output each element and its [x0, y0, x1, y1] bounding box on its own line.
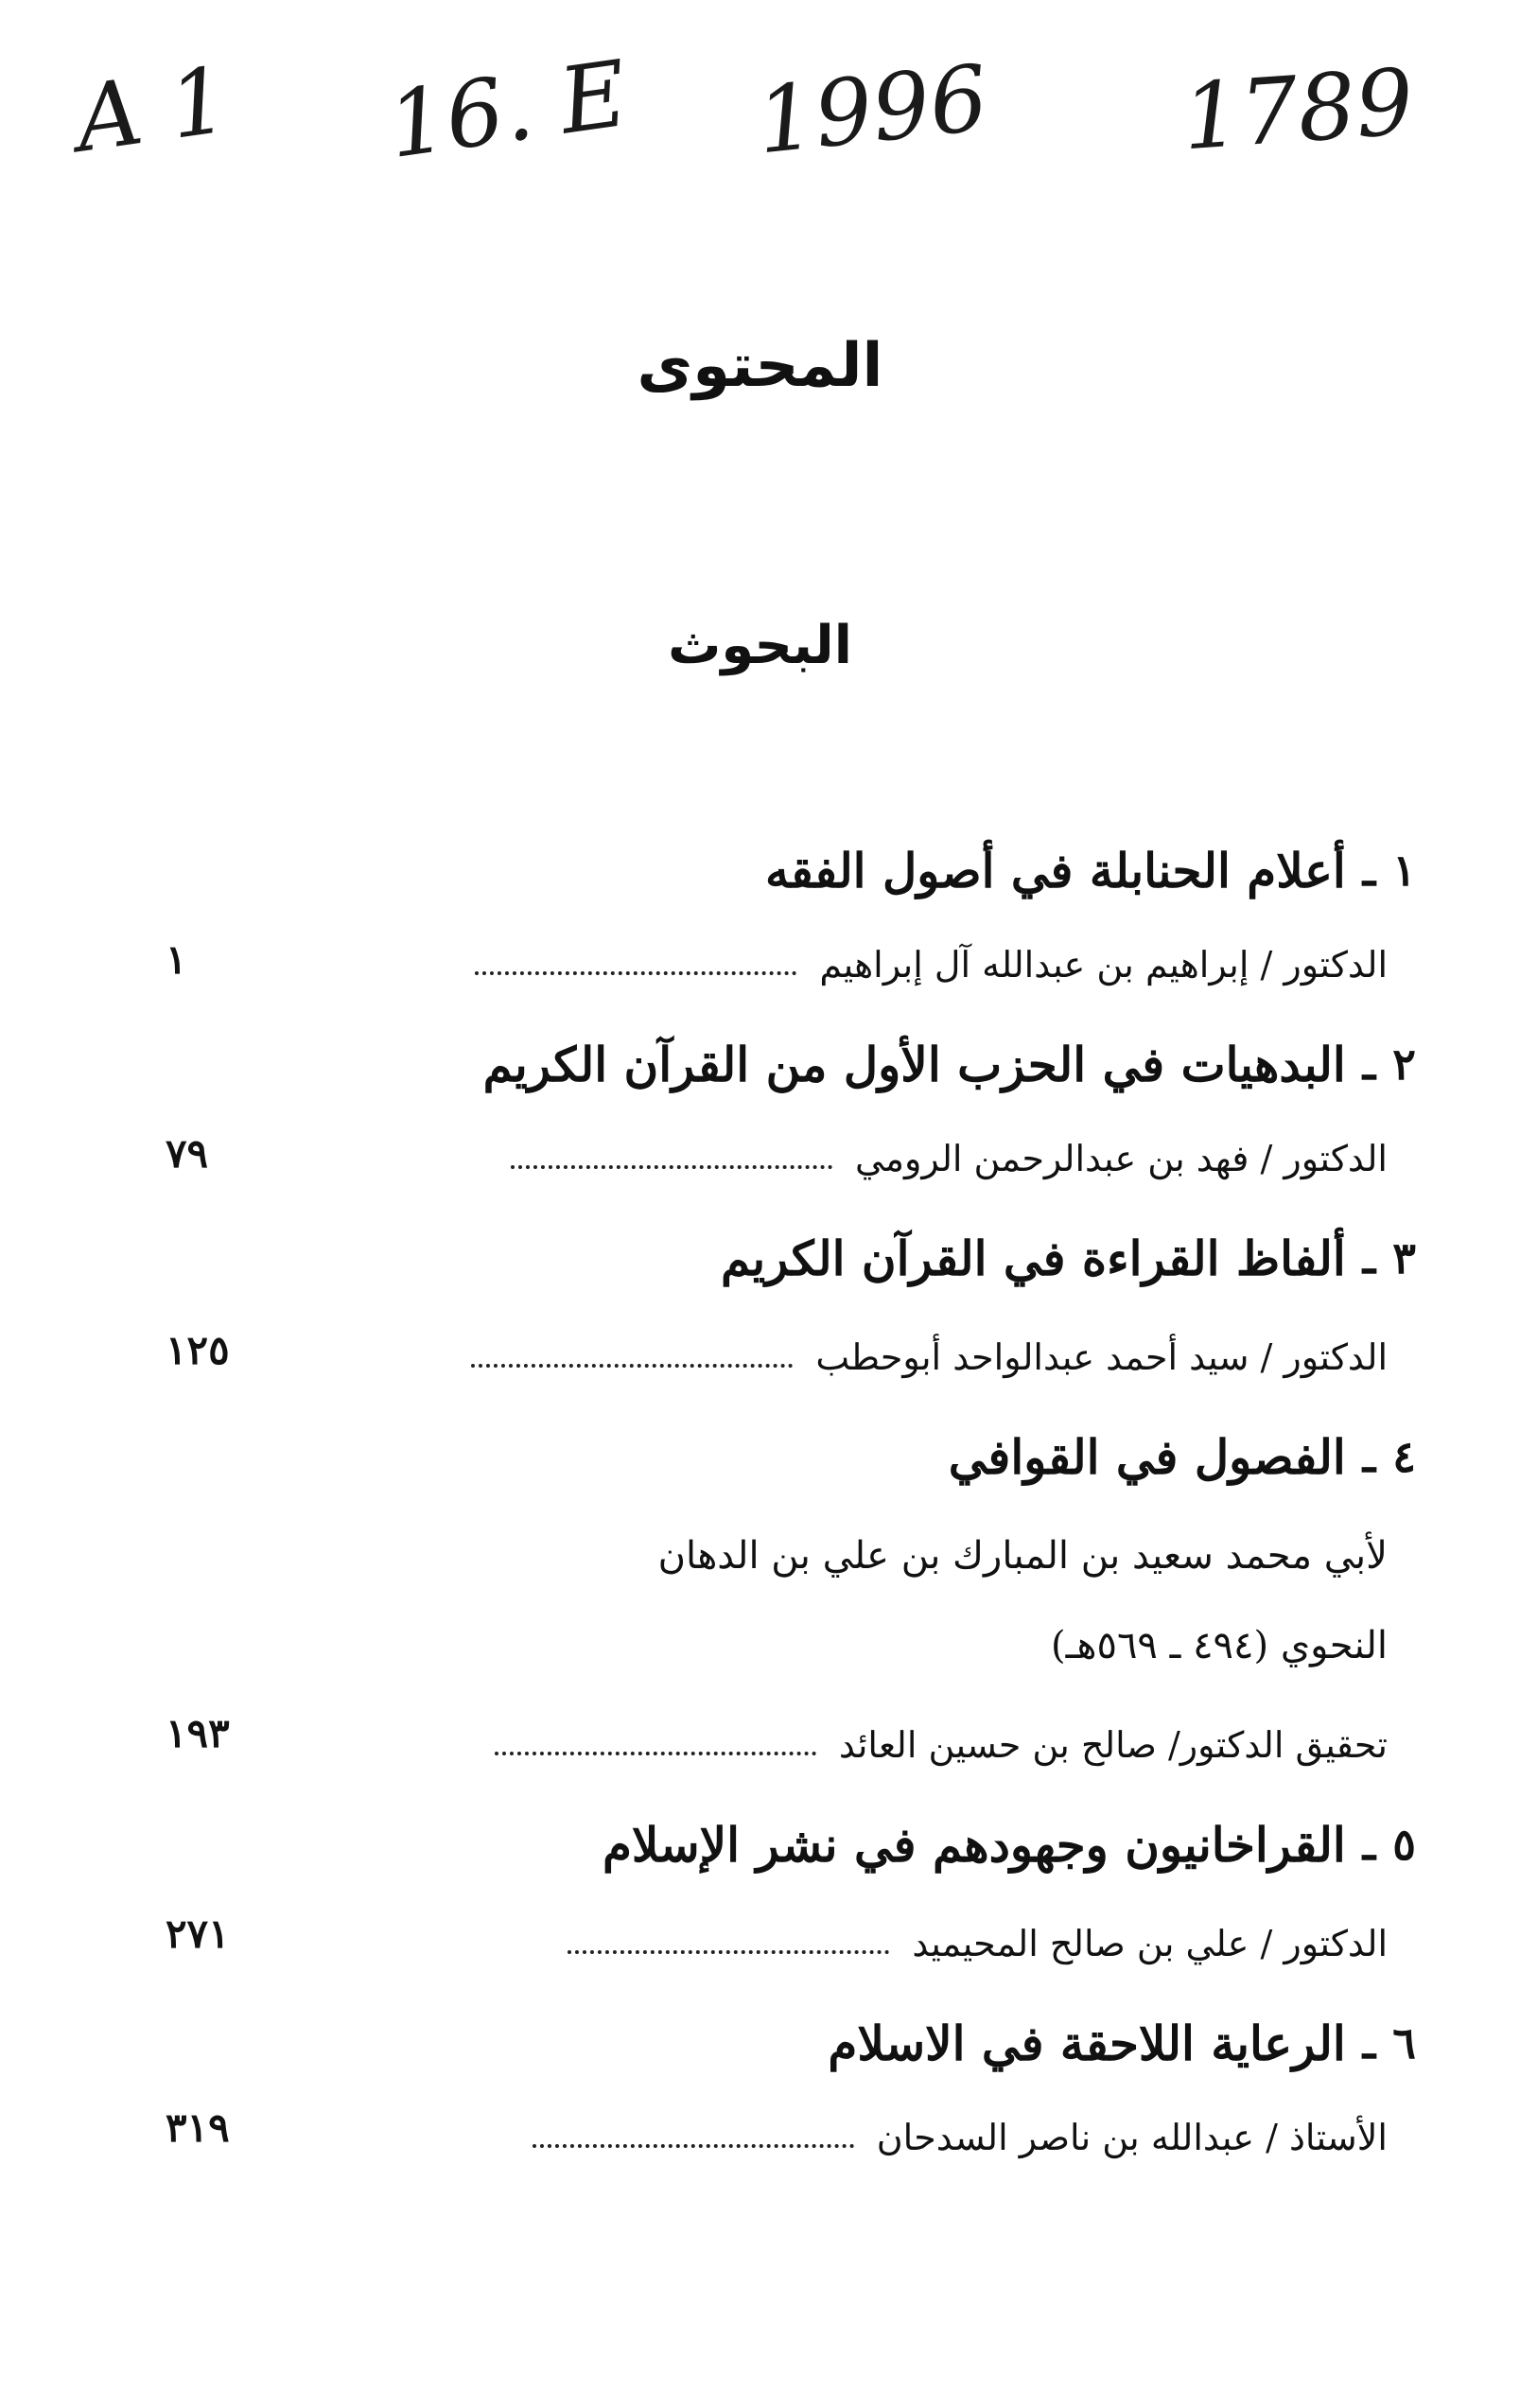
dot-leader — [475, 971, 796, 975]
entry-dash: ـ — [1362, 845, 1376, 896]
entry-author: تحقيق الدكتور/ صالح بن حسين العائد — [838, 1724, 1388, 1766]
entry-author: الدكتور / علي بن صالح المحيميد — [912, 1923, 1388, 1964]
dot-leader — [533, 2144, 854, 2148]
entry-number: ٢ — [1392, 1038, 1416, 1090]
toc-entry-author-row — [167, 2100, 1388, 2175]
toc-entry-title-row — [167, 1806, 1416, 1882]
entry-author: الدكتور / سيد أحمد عبدالواحد أبوحطب — [815, 1336, 1388, 1378]
toc-entry-title-row — [167, 2005, 1416, 2081]
dot-leader — [471, 1364, 793, 1368]
section-heading: البحوث — [668, 615, 852, 676]
handwritten-mark: A 1 — [68, 46, 235, 173]
toc-entry-author-row — [167, 1906, 1388, 1981]
toc-entry-title-row — [167, 1026, 1416, 1102]
handwritten-year: 1996 — [751, 44, 993, 175]
entry-dash: ـ — [1362, 2017, 1376, 2068]
dot-leader — [495, 1752, 816, 1755]
entry-number: ٤ — [1392, 1431, 1416, 1482]
toc-entry-author-row — [167, 1121, 1388, 1196]
entry-author: الأستاذ / عبدالله بن ناصر السدحان — [876, 2117, 1388, 2158]
entry-subtitle-line: لأبي محمد سعيد بن المبارك بن علي بن الدهان — [657, 1534, 1388, 1578]
entry-page-number: ١ — [166, 936, 187, 983]
toc-entry-title-row — [167, 1220, 1416, 1296]
toc-entry-author-row — [167, 1319, 1388, 1395]
entry-title: أعلام الحنابلة في أصول الفقه — [765, 842, 1346, 899]
toc-entry-title-row — [167, 832, 1416, 908]
entry-page-number: ١٢٥ — [166, 1327, 230, 1373]
toc-entry-author-row — [167, 1707, 1388, 1783]
toc-entry-author-row — [167, 927, 1388, 1003]
dot-leader — [511, 1165, 832, 1169]
entry-title: الفصول في القوافي — [948, 1428, 1346, 1485]
entry-author: الدكتور / فهد بن عبدالرحمن الرومي — [854, 1138, 1388, 1179]
handwritten-number: 1789 — [1179, 48, 1417, 171]
entry-number: ٦ — [1392, 2017, 1416, 2068]
entry-title: ألفاظ القراءة في القرآن الكريم — [720, 1230, 1346, 1286]
entry-author: الدكتور / إبراهيم بن عبدالله آل إبراهيم — [819, 944, 1388, 986]
entry-page-number: ٧٩ — [166, 1130, 209, 1177]
entry-title: الرعاية اللاحقة في الاسلام — [828, 2015, 1346, 2071]
entry-title: البدهيات في الحزب الأول من القرآن الكريم — [482, 1036, 1346, 1092]
entry-number: ٣ — [1392, 1232, 1416, 1283]
entry-dash: ـ — [1362, 1232, 1376, 1283]
entry-subtitle-line: النحوي (٤٩٤ ـ ٥٦٩هـ) — [1051, 1624, 1388, 1667]
entry-page-number: ٢٧١ — [166, 1911, 230, 1957]
entry-page-number: ٣١٩ — [166, 2104, 230, 2151]
entry-page-number: ١٩٣ — [166, 1710, 230, 1756]
entry-dash: ـ — [1362, 1038, 1376, 1090]
entry-title: القراخانيون وجهودهم في نشر الإسلام — [602, 1816, 1346, 1873]
entry-dash: ـ — [1362, 1431, 1376, 1482]
entry-dash: ـ — [1362, 1819, 1376, 1870]
dot-leader — [568, 1950, 889, 1954]
entry-number: ٥ — [1392, 1819, 1416, 1870]
toc-entry-title-row — [167, 1419, 1416, 1494]
entry-number: ١ — [1392, 845, 1416, 896]
handwritten-day: 16. E — [381, 40, 634, 180]
page-title: المحتوى — [637, 331, 883, 401]
